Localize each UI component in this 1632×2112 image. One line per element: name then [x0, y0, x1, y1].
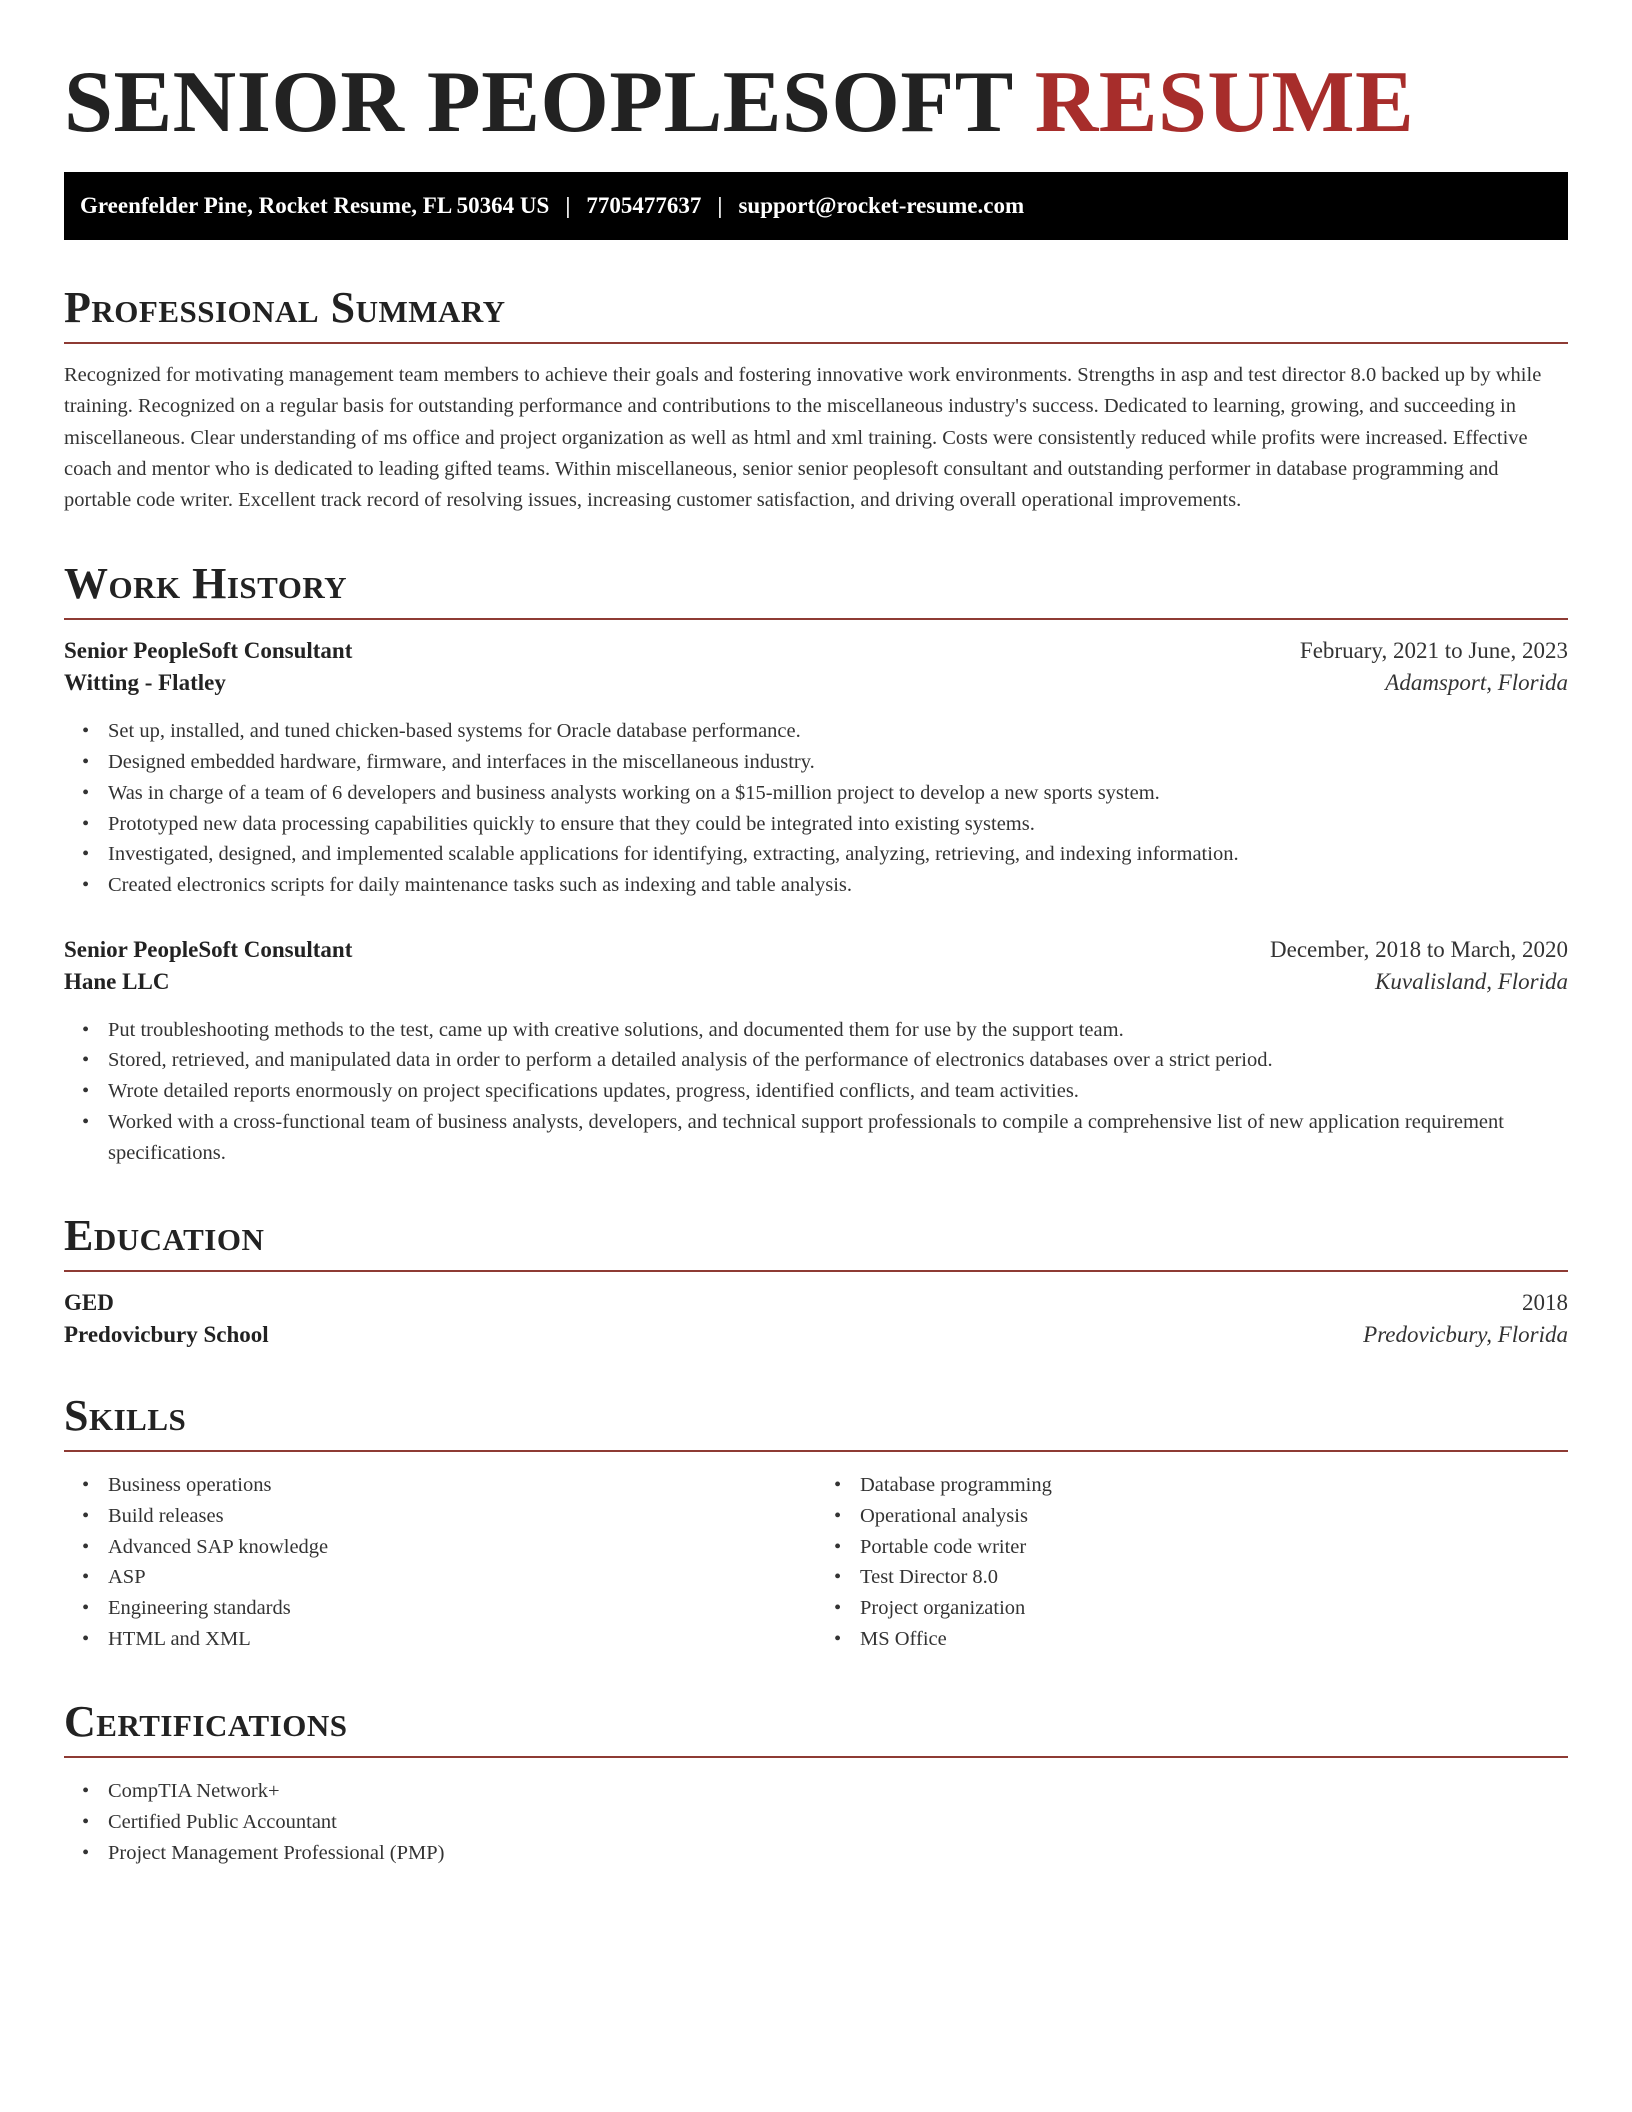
job-company: Hane LLC [64, 968, 170, 994]
skills-grid [64, 1470, 1568, 1654]
job-location: Kuvalisland, Florida [1375, 968, 1568, 994]
resume-title [64, 0, 1568, 154]
work-history-heading: Work History [64, 558, 1568, 620]
job-bullet: • Prototyped new data processing capabilities quickly to ensure that they could be integrated into existing systems. [108, 809, 1568, 840]
skill-item: • Build releases [108, 1501, 816, 1532]
job-company: Witting - Flatley [64, 670, 226, 696]
title-accent: RESUME [1034, 54, 1415, 151]
skill-item: • MS Office [860, 1624, 1568, 1655]
job-location: Adamsport, Florida [1385, 670, 1568, 696]
skill-item: • Test Director 8.0 [860, 1562, 1568, 1593]
skill-item: • Business operations [108, 1470, 816, 1501]
job-bullets [64, 1015, 1568, 1169]
certification-item: • Certified Public Accountant [108, 1807, 1568, 1838]
job-entry [64, 638, 1568, 900]
education-year: 2018 [1522, 1290, 1568, 1316]
job-bullet: • Put troubleshooting methods to the test, came up with creative solutions, and documented them for use by the support team. [108, 1015, 1568, 1046]
skills-column-1 [64, 1470, 816, 1654]
skill-item: • Project organization [860, 1593, 1568, 1624]
contact-address: Greenfelder Pine, Rocket Resume, FL 50364 US [80, 193, 550, 218]
skill-item: • Portable code writer [860, 1532, 1568, 1563]
education-degree: GED [64, 1290, 114, 1316]
job-bullets [64, 716, 1568, 900]
certification-item: • CompTIA Network+ [108, 1776, 1568, 1807]
job-bullet: • Was in charge of a team of 6 developers and business analysts working on a $15-million project to develop a new sports system. [108, 778, 1568, 809]
skills-column-2 [816, 1470, 1568, 1654]
summary-text: Recognized for motivating management team members to achieve their goals and fostering innovative work environments. Strengths in asp and test director 8.0 backed up by while training. Recognized on a regular basis for outstanding performance and contributions to the miscellaneous industry's success. Dedicated to learning, growing, and succeeding in miscellaneous. Clear understanding of ms office and project organization as well as html and xml training. Costs were consistently reduced while profits were increased. Effective coach and mentor who is dedicated to leading gifted teams. Within miscellaneous, senior senior peoplesoft consultant and outstanding performer in database programming and portable code writer. Excellent track record of resolving issues, increasing customer satisfaction, and driving overall operational improvements. [64, 364, 1542, 512]
education-entry [64, 1290, 1568, 1348]
job-title: Senior PeopleSoft Consultant [64, 936, 353, 962]
job-header-row [64, 937, 1568, 963]
education-heading: Education [64, 1210, 1568, 1272]
certifications-list [64, 1776, 1568, 1868]
certification-item: • Project Management Professional (PMP) [108, 1838, 1568, 1869]
skill-item: • Database programming [860, 1470, 1568, 1501]
contact-separator: | [717, 193, 723, 218]
job-entry [64, 937, 1568, 1169]
job-bullet: • Stored, retrieved, and manipulated data in order to perform a detailed analysis of the performance of electronics databases over a strict period. [108, 1045, 1568, 1076]
education-location: Predovicbury, Florida [1363, 1322, 1568, 1348]
title-main: SENIOR PEOPLESOFT [64, 54, 1013, 151]
contact-separator: | [565, 193, 571, 218]
education-school-row [64, 1322, 1568, 1348]
job-bullet: • Created electronics scripts for daily maintenance tasks such as indexing and table analysis. [108, 870, 1568, 901]
job-title: Senior PeopleSoft Consultant [64, 638, 353, 664]
job-company-row [64, 969, 1568, 995]
skills-heading: Skills [64, 1390, 1568, 1452]
job-bullet: • Set up, installed, and tuned chicken-based systems for Oracle database performance. [108, 716, 1568, 747]
skill-item: • Operational analysis [860, 1501, 1568, 1532]
job-dates: February, 2021 to June, 2023 [1299, 638, 1568, 664]
education-school: Predovicbury School [64, 1322, 269, 1348]
job-company-row [64, 670, 1568, 696]
skill-item: • Engineering standards [108, 1593, 816, 1624]
contact-email[interactable]: support@rocket-resume.com [738, 193, 1025, 218]
skill-item: • Advanced SAP knowledge [108, 1532, 816, 1563]
certifications-heading: Certifications [64, 1696, 1568, 1758]
job-bullet: • Designed embedded hardware, firmware, and interfaces in the miscellaneous industry. [108, 747, 1568, 778]
contact-bar [64, 172, 1568, 240]
education-degree-row [64, 1290, 1568, 1316]
contact-phone[interactable]: 7705477637 [586, 193, 702, 218]
job-header-row [64, 638, 1568, 664]
job-dates: December, 2018 to March, 2020 [1270, 936, 1568, 962]
skill-item: • HTML and XML [108, 1624, 816, 1655]
skill-item: • ASP [108, 1562, 816, 1593]
summary-heading: Professional Summary [64, 282, 1568, 344]
job-bullet: • Wrote detailed reports enormously on project specifications updates, progress, identified conflicts, and team activities. [108, 1076, 1568, 1107]
job-bullet: • Investigated, designed, and implemented scalable applications for identifying, extracting, analyzing, retrieving, and indexing information. [108, 839, 1568, 870]
job-bullet: • Worked with a cross-functional team of business analysts, developers, and technical support professionals to compile a comprehensive list of new application requirement specifications. [108, 1107, 1568, 1168]
